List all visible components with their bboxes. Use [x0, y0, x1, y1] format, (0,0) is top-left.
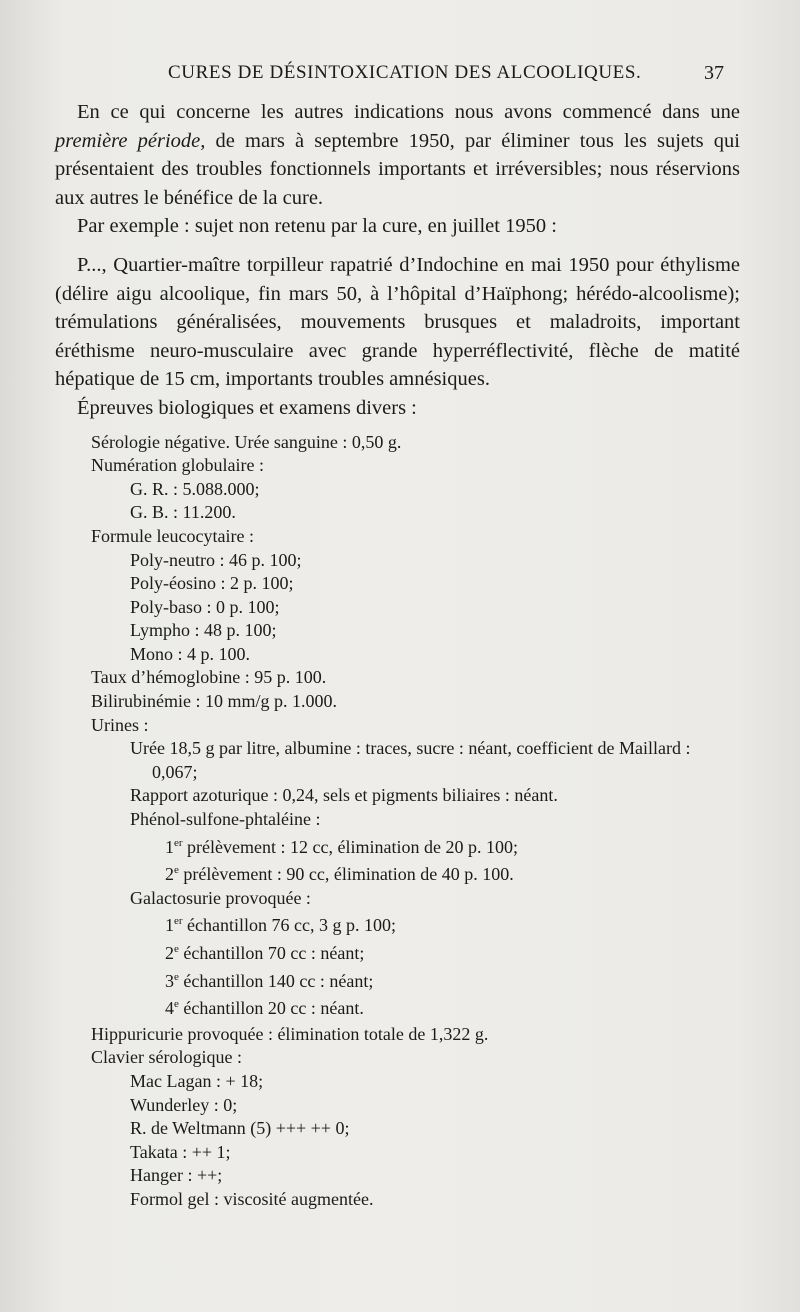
- list-item-serologie: Sérologie négative. Urée sanguine : 0,50 g.: [91, 431, 402, 452]
- list-item-wunderley: Wunderley : 0;: [130, 1094, 238, 1115]
- ordinal-number: 3: [165, 970, 174, 991]
- running-title: CURES DE DÉSINTOXICATION DES ALCOOLIQUES.: [168, 62, 642, 83]
- list-item-uree-continued: 0,067;: [152, 761, 198, 782]
- echantillon-text: échantillon 140 cc : néant;: [178, 970, 374, 991]
- list-item-lympho: Lympho : 48 p. 100;: [130, 620, 277, 641]
- echantillon-text: échantillon 20 cc : néant.: [178, 998, 364, 1019]
- ordinal-suffix: e: [174, 864, 179, 877]
- paragraph-indications: [55, 98, 740, 212]
- list-item-echantillon-3: [55, 966, 740, 994]
- paragraph-indications-rest: de mars à septembre 1950, par éliminer tous les sujets qui présentaient des troubles fonctionnels importants et irréversibles; nous réservions aux autres le bénéfice de la cure.: [55, 129, 741, 209]
- list-item-bilirubinemie: Bilirubinémie : 10 mm/g p. 1.000.: [91, 691, 337, 712]
- list-item-poly-baso: Poly-baso : 0 p. 100;: [130, 596, 280, 617]
- prelevement-text: prélèvement : 12 cc, élimination de 20 p. 100;: [182, 836, 518, 857]
- italic-premiere-periode: première période,: [55, 129, 206, 152]
- list-item-echantillon-2: [55, 938, 740, 966]
- list-item-hippuricurie: Hippuricurie provoquée : élimination totale de 1,322 g.: [91, 1023, 489, 1044]
- paragraph-indications-start: En ce qui concerne les autres indications nous avons commencé dans une: [77, 101, 740, 123]
- list-item-prelevement-1: [55, 832, 740, 860]
- list-item-poly-eosino: Poly-éosino : 2 p. 100;: [130, 573, 294, 594]
- list-item-clavier: Clavier sérologique :: [91, 1047, 242, 1068]
- page-header: [0, 58, 800, 88]
- ordinal-suffix: e: [174, 943, 179, 955]
- list-item-echantillon-4: [55, 993, 740, 1021]
- page-body: [55, 98, 740, 1212]
- list-item-mono: Mono : 4 p. 100.: [130, 643, 251, 664]
- list-item-weltmann: R. de Weltmann (5) +++ ++ 0;: [130, 1118, 350, 1139]
- list-item-formol: Formol gel : viscosité augmentée.: [130, 1188, 374, 1209]
- list-item-uree: Urée 18,5 g par litre, albumine : traces, sucre : néant, coefficient de Maillard :: [130, 738, 691, 759]
- echantillon-text: échantillon 70 cc : néant;: [178, 943, 365, 963]
- paragraph-tests-heading: Épreuves biologiques et examens divers :: [77, 396, 417, 419]
- list-item-gr: G. R. : 5.088.000;: [130, 478, 260, 499]
- list-item-hanger: Hanger : ++;: [130, 1165, 223, 1186]
- ordinal-number: 2: [165, 864, 174, 885]
- list-item-urines: Urines :: [91, 714, 149, 735]
- list-item-mac-lagan: Mac Lagan : + 18;: [130, 1070, 264, 1091]
- list-item-takata: Takata : ++ 1;: [130, 1141, 231, 1162]
- echantillon-text: échantillon 76 cc, 3 g p. 100;: [182, 915, 396, 936]
- list-item-phenol: Phénol-sulfone-phtaléine :: [130, 809, 321, 830]
- list-item-galacto: Galactosurie provoquée :: [130, 887, 311, 908]
- list-item-hemoglobine: Taux d’hémoglobine : 95 p. 100.: [91, 667, 327, 688]
- ordinal-number: 4: [165, 998, 174, 1019]
- ordinal-number: 1: [165, 836, 174, 857]
- test-results-list: [55, 431, 740, 1212]
- list-item-prelevement-2: [55, 859, 740, 887]
- paragraph-case-description: P..., Quartier-maître torpilleur rapatrié d’Indochine en mai 1950 pour éthylisme (délire aigu alcoolique, fin mars 50, à l’hôpital d’Haïphong; hérédo-alcoolisme); trémulations généralisées, mouvements brusques et maladroits, important éréthisme neuro-musculaire avec grande hyperréflectivité, flèche de matité hépatique de 15 cm, importants troubles amnésiques.: [55, 253, 740, 391]
- page-number: 37: [704, 62, 724, 84]
- list-item-gb: G. B. : 11.200.: [130, 502, 236, 523]
- paragraph-example: Par exemple : sujet non retenu par la cure, en juillet 1950 :: [77, 215, 557, 238]
- ordinal-suffix: e: [174, 970, 179, 983]
- ordinal-number: 2: [165, 943, 174, 963]
- ordinal-number: 1: [165, 915, 174, 936]
- list-item-formule: Formule leucocytaire :: [91, 525, 254, 546]
- ordinal-suffix: e: [174, 998, 179, 1011]
- list-item-azoturique: Rapport azoturique : 0,24, sels et pigments biliaires : néant.: [130, 785, 558, 806]
- prelevement-text: prélèvement : 90 cc, élimination de 40 p. 100.: [178, 864, 514, 885]
- ordinal-suffix: er: [174, 836, 183, 849]
- list-item-poly-neutro: Poly-neutro : 46 p. 100;: [130, 549, 302, 570]
- ordinal-suffix: er: [174, 915, 183, 928]
- list-item-numeration: Numération globulaire :: [91, 455, 264, 476]
- list-item-echantillon-1: [55, 910, 740, 938]
